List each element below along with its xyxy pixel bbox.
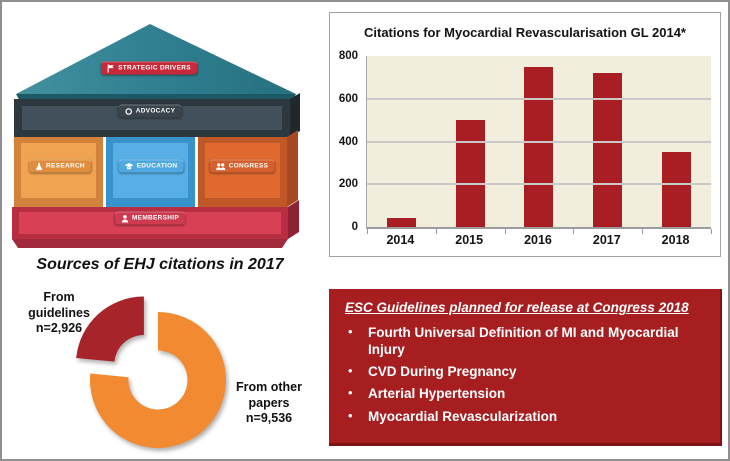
donut-chart bbox=[10, 254, 324, 459]
ring-icon bbox=[125, 107, 133, 115]
x-axis-tick-mark bbox=[711, 229, 712, 234]
graduation-cap-icon bbox=[125, 162, 134, 170]
guideline-item bbox=[343, 324, 706, 358]
esc-house-diagram bbox=[10, 10, 310, 250]
gridline-400 bbox=[367, 141, 711, 143]
bar-2014 bbox=[387, 218, 416, 227]
guidelines-box bbox=[329, 289, 722, 446]
guidelines-slice-label bbox=[16, 290, 102, 337]
y-tick-200: 200 bbox=[338, 178, 358, 191]
guidelines-list bbox=[343, 324, 706, 425]
y-tick-400: 400 bbox=[338, 135, 358, 148]
guideline-text: CVD During Pregnancy bbox=[368, 364, 517, 380]
research-label: RESEARCH bbox=[46, 162, 85, 170]
strategic-drivers-pill bbox=[101, 62, 197, 75]
guideline-text: Arterial Hypertension bbox=[368, 386, 506, 402]
flask-icon bbox=[35, 162, 43, 170]
guidelines-slice-text: From guidelines bbox=[28, 290, 90, 320]
guideline-text: Myocardial Revascularization bbox=[368, 408, 558, 424]
y-tick-0: 0 bbox=[351, 221, 358, 233]
guideline-item bbox=[343, 363, 706, 380]
research-pill bbox=[29, 160, 91, 173]
donut-chart-title: Sources of EHJ citations in 2017 bbox=[36, 256, 284, 273]
education-pill bbox=[119, 160, 184, 173]
bullet-marker: • bbox=[348, 324, 353, 339]
guideline-item bbox=[343, 408, 706, 425]
x-axis-labels bbox=[366, 233, 710, 247]
x-tick-2016: 2016 bbox=[524, 233, 552, 247]
gridline-200 bbox=[367, 183, 711, 185]
guideline-item bbox=[343, 385, 706, 402]
x-tick-2015: 2015 bbox=[455, 233, 484, 247]
people-icon bbox=[216, 162, 226, 170]
x-tick-2017: 2017 bbox=[592, 233, 621, 247]
congress-label: CONGRESS bbox=[228, 162, 269, 170]
bar-plot-area bbox=[366, 56, 711, 229]
bar-2017 bbox=[593, 73, 622, 227]
other-papers-slice-count: n=9,536 bbox=[245, 411, 293, 426]
guidelines-slice-count: n=2,926 bbox=[35, 321, 83, 336]
bar-2018 bbox=[662, 152, 691, 227]
congress-pill bbox=[210, 160, 275, 173]
guideline-text: Fourth Universal Definition of MI and Myocardial Injury bbox=[368, 325, 679, 358]
advocacy-label: ADVOCACY bbox=[135, 107, 176, 115]
x-tick-2018: 2018 bbox=[661, 233, 690, 247]
strategic-drivers-label: STRATEGIC DRIVERS bbox=[118, 64, 191, 72]
other-papers-slice-label bbox=[223, 380, 315, 427]
citations-bar-chart bbox=[329, 12, 721, 257]
person-icon bbox=[121, 214, 129, 222]
ehj-citations-donut bbox=[10, 254, 324, 459]
other-papers-slice-text: From other papers bbox=[236, 380, 302, 410]
bullet-marker: • bbox=[348, 385, 353, 401]
y-tick-600: 600 bbox=[338, 92, 358, 105]
advocacy-pill bbox=[119, 105, 182, 118]
y-tick-800: 800 bbox=[338, 50, 358, 62]
bullet-marker: • bbox=[348, 407, 353, 423]
bar-chart-title: Citations for Myocardial Revascularisation GL 2014* bbox=[364, 25, 686, 40]
membership-pill bbox=[115, 212, 185, 225]
membership-label: MEMBERSHIP bbox=[131, 214, 180, 222]
gridline-600 bbox=[367, 98, 711, 100]
x-tick-2014: 2014 bbox=[386, 233, 415, 247]
bullet-marker: • bbox=[348, 363, 353, 379]
y-axis-labels bbox=[330, 50, 361, 233]
bar-2015 bbox=[456, 120, 485, 227]
education-label: EDUCATION bbox=[136, 162, 178, 170]
flag-icon bbox=[107, 64, 115, 72]
guidelines-box-title: ESC Guidelines planned for release at Congress 2018 bbox=[345, 300, 689, 315]
bar-2016 bbox=[524, 67, 553, 227]
